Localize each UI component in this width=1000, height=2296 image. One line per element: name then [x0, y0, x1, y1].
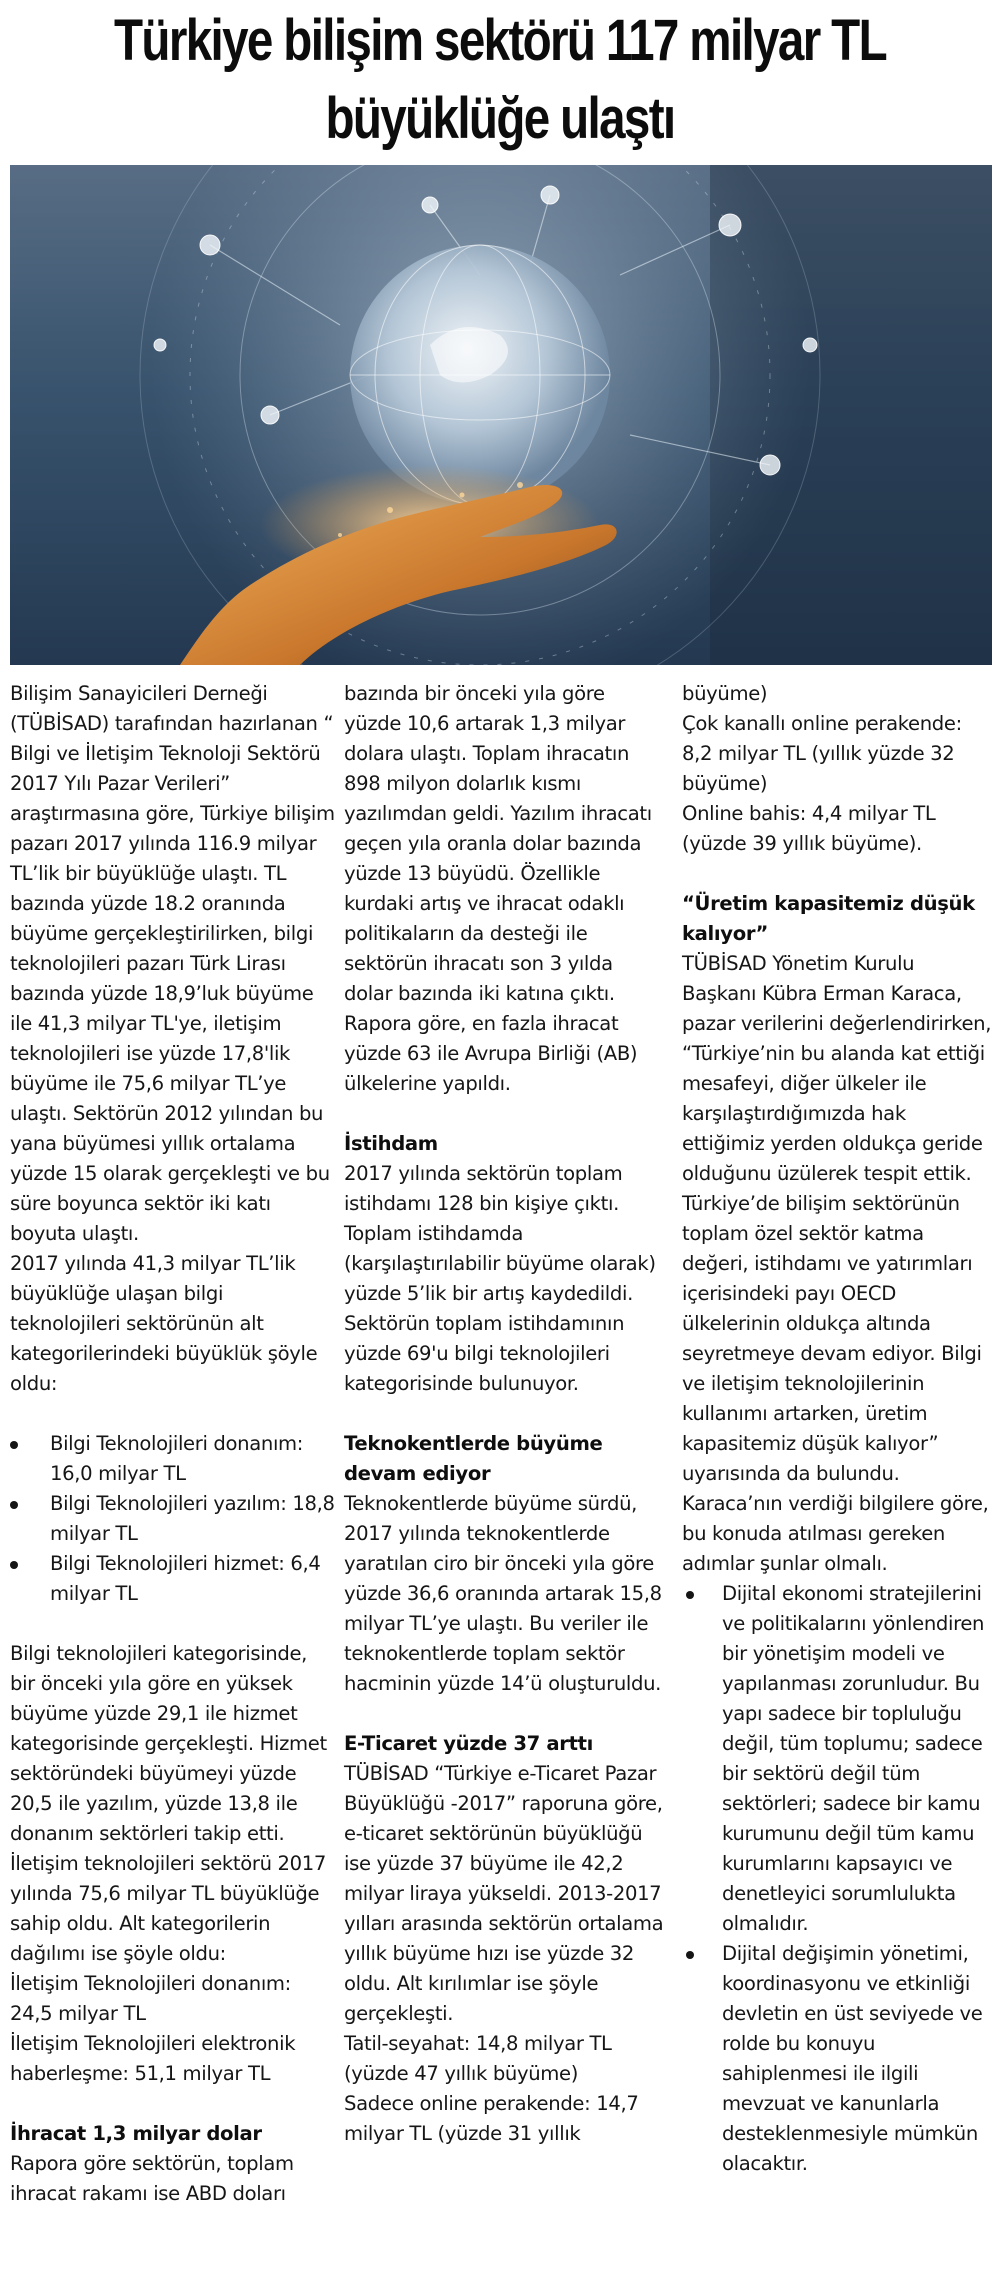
online-betting-line: Online bahis: 4,4 milyar TL (yüzde 39 yıllık büyüme).	[682, 802, 936, 855]
export-paragraph-cont: bazında bir önceki yıla göre yüzde 10,6 artarak 1,3 milyar dolara ulaştı. Toplam ihracatın 898 milyon dolarlık kısmı yazılımdan geldi. Yazılım ihracatı geçen yıla oranla dolar bazında yüzde 13 büyüdü. Özellikle kurdaki artış ve ihracat odaklı politikaların da desteği ile sektörün ihracatı son 3 yılda dolar bazında iki katına çıktı. Rapora göre, en fazla ihracat yüzde 63 ile Avrupa Birliği (AB) ülkelerine yapıldı.	[344, 682, 652, 1095]
travel-line: Tatil-seyahat: 14,8 milyar TL (yüzde 47 yıllık büyüme)	[344, 2032, 612, 2085]
title-line-2: büyüklüğe ulaştı	[325, 86, 675, 151]
it-intro-paragraph: 2017 yılında 41,3 milyar TL’lik büyüklüğe ulaşan bilgi teknolojileri sektörünün alt kategorilerindeki büyüklük şöyle oldu:	[10, 1252, 318, 1395]
list-item: Dijital değişimin yönetimi, koordinasyonu ve etkinliği devletin en üst seviyede ve rolde bu konuyu sahiplenmesi ile ilgili mevzuat ve kanunlarla desteklenmesiyle mümkün olacaktır.	[682, 1939, 994, 2179]
column-2	[344, 679, 664, 2149]
globe-in-hand-icon	[10, 165, 992, 665]
employment-paragraph: 2017 yılında sektörün toplam istihdamı 128 bin kişiye çıktı. Toplam istihdamda (karşılaştırılabilir büyüme olarak) yüzde 5’lik bir artış kaydedildi. Sektörün toplam istihdamının yüzde 69'u bilgi teknolojileri kategorisinde bulunuyor.	[344, 1162, 656, 1395]
online-retail-line: Sadece online perakende: 14,7 milyar TL (yüzde 31 yıllık	[344, 2092, 639, 2145]
online-retail-line-cont: büyüme)	[682, 682, 768, 705]
omnichannel-line: Çok kanallı online perakende: 8,2 milyar TL (yıllık yüzde 32 büyüme)	[682, 712, 962, 795]
section-heading-technoparks: Teknokentlerde büyüme devam ediyor	[344, 1432, 603, 1485]
list-item: Bilgi Teknolojileri hizmet: 6,4 milyar TL	[10, 1549, 335, 1609]
comm-electronic-line: İletişim Teknolojileri elektronik haberleşme: 51,1 milyar TL	[10, 2032, 296, 2085]
section-heading-export: İhracat 1,3 milyar dolar	[10, 2122, 262, 2145]
intro-paragraph: Bilişim Sanayicileri Derneği (TÜBİSAD) tarafından hazırlanan “ Bilgi ve İletişim Teknoloji Sektörü 2017 Yılı Pazar Verileri” araştırmasına göre, Türkiye bilişim pazarı 2017 yılında 116.9 milyar TL’lik bir büyüklüğe ulaştı. TL bazında yüzde 18.2 oranında büyüme gerçekleştirilirken, bilgi teknolojileri pazarı Türk Lirası bazında yüzde 18,9’luk büyüme ile 41,3 milyar TL'ye, iletişim teknolojileri ise yüzde 17,8'lik büyüme ile 75,6 milyar TL’ye ulaştı. Sektörün 2012 yılından bu yana büyümesi yıllık ortalama yüzde 15 olarak gerçekleşti ve bu süre boyunca sektör iki katı boyuta ulaştı.	[10, 682, 335, 1245]
column-1	[10, 679, 335, 2209]
section-heading-ecommerce: E-Ticaret yüzde 37 arttı	[344, 1732, 593, 1755]
recommendations-list	[682, 1579, 994, 2179]
technoparks-paragraph: Teknokentlerde büyüme sürdü, 2017 yılında teknokentlerde yaratılan ciro bir önceki yıla göre yüzde 36,6 oranında artarak 15,8 milyar TL’ye ulaştı. Bu veriler ile teknokentlerde toplam sektör hacminin yüzde 14’ü oluşturuldu.	[344, 1492, 662, 1695]
hero-image	[10, 165, 992, 665]
title-line-1: Türkiye bilişim sektörü 117 milyar TL	[114, 8, 886, 73]
section-heading-capacity: “Üretim kapasitemiz düşük kalıyor”	[682, 892, 975, 945]
it-subcategory-list	[10, 1429, 335, 1609]
column-3	[682, 679, 994, 2179]
export-paragraph-start: Rapora göre sektörün, toplam ihracat rakamı ise ABD doları	[10, 2152, 294, 2205]
section-heading-employment: İstihdam	[344, 1132, 438, 1155]
list-item: Dijital ekonomi stratejilerini ve politikalarını yönlendiren bir yönetişim modeli ve yapılanması zorunludur. Bu yapı sadece bir topluluğu değil, tüm toplumu; sadece bir sektörü değil tüm sektörleri; sadece bir kamu kurumunu değil tüm kamu kurumlarını kapsayıcı ve denetleyici sorumlulukta olmalıdır.	[682, 1579, 994, 1939]
comm-hardware-line: İletişim Teknolojileri donanım: 24,5 milyar TL	[10, 1972, 291, 2025]
list-item: Bilgi Teknolojileri yazılım: 18,8 milyar TL	[10, 1489, 335, 1549]
list-item: Bilgi Teknolojileri donanım: 16,0 milyar TL	[10, 1429, 335, 1489]
comm-intro-paragraph: İletişim teknolojileri sektörü 2017 yılında 75,6 milyar TL büyüklüğe sahip oldu. Alt kategorilerin dağılımı ise şöyle oldu:	[10, 1852, 327, 1965]
it-growth-paragraph: Bilgi teknolojileri kategorisinde, bir önceki yıla göre en yüksek büyüme yüzde 29,1 ile hizmet kategorisinde gerçekleşti. Hizmet sektöründeki büyümeyi yüzde 20,5 ile yazılım, yüzde 13,8 ile donanım sektörleri takip etti.	[10, 1642, 327, 1845]
ecommerce-paragraph: TÜBİSAD “Türkiye e-Ticaret Pazar Büyüklüğü -2017” raporuna göre, e-ticaret sektörünün büyüklüğü ise yüzde 37 büyüme ile 42,2 milyar liraya yükseldi. 2013-2017 yılları arasında sektörün ortalama yıllık büyüme hızı ise yüzde 32 oldu. Alt kırılımlar ise şöyle gerçekleşti.	[344, 1762, 664, 2025]
capacity-paragraph: TÜBİSAD Yönetim Kurulu Başkanı Kübra Erman Karaca, pazar verilerini değerlendirirken, “Türkiye’nin bu alanda kat ettiği mesafeyi, diğer ülkeler ile karşılaştırdığımızda hak ettiğimiz yerden oldukça geride olduğunu üzülerek tespit ettik. Türkiye’de bilişim sektörünün toplam özel sektör katma değeri, istihdamı ve yatırımları içerisindeki payı OECD ülkelerinin oldukça altında seyretmeye devam ediyor. Bilgi ve iletişim teknolojilerinin kullanımı artarken, üretim kapasitemiz düşük kalıyor” uyarısında da bulundu. Karaca’nın verdiği bilgilere göre, bu konuda atılması gereken adımlar şunlar olmalı.	[682, 952, 992, 1575]
article-title	[90, 2, 910, 158]
